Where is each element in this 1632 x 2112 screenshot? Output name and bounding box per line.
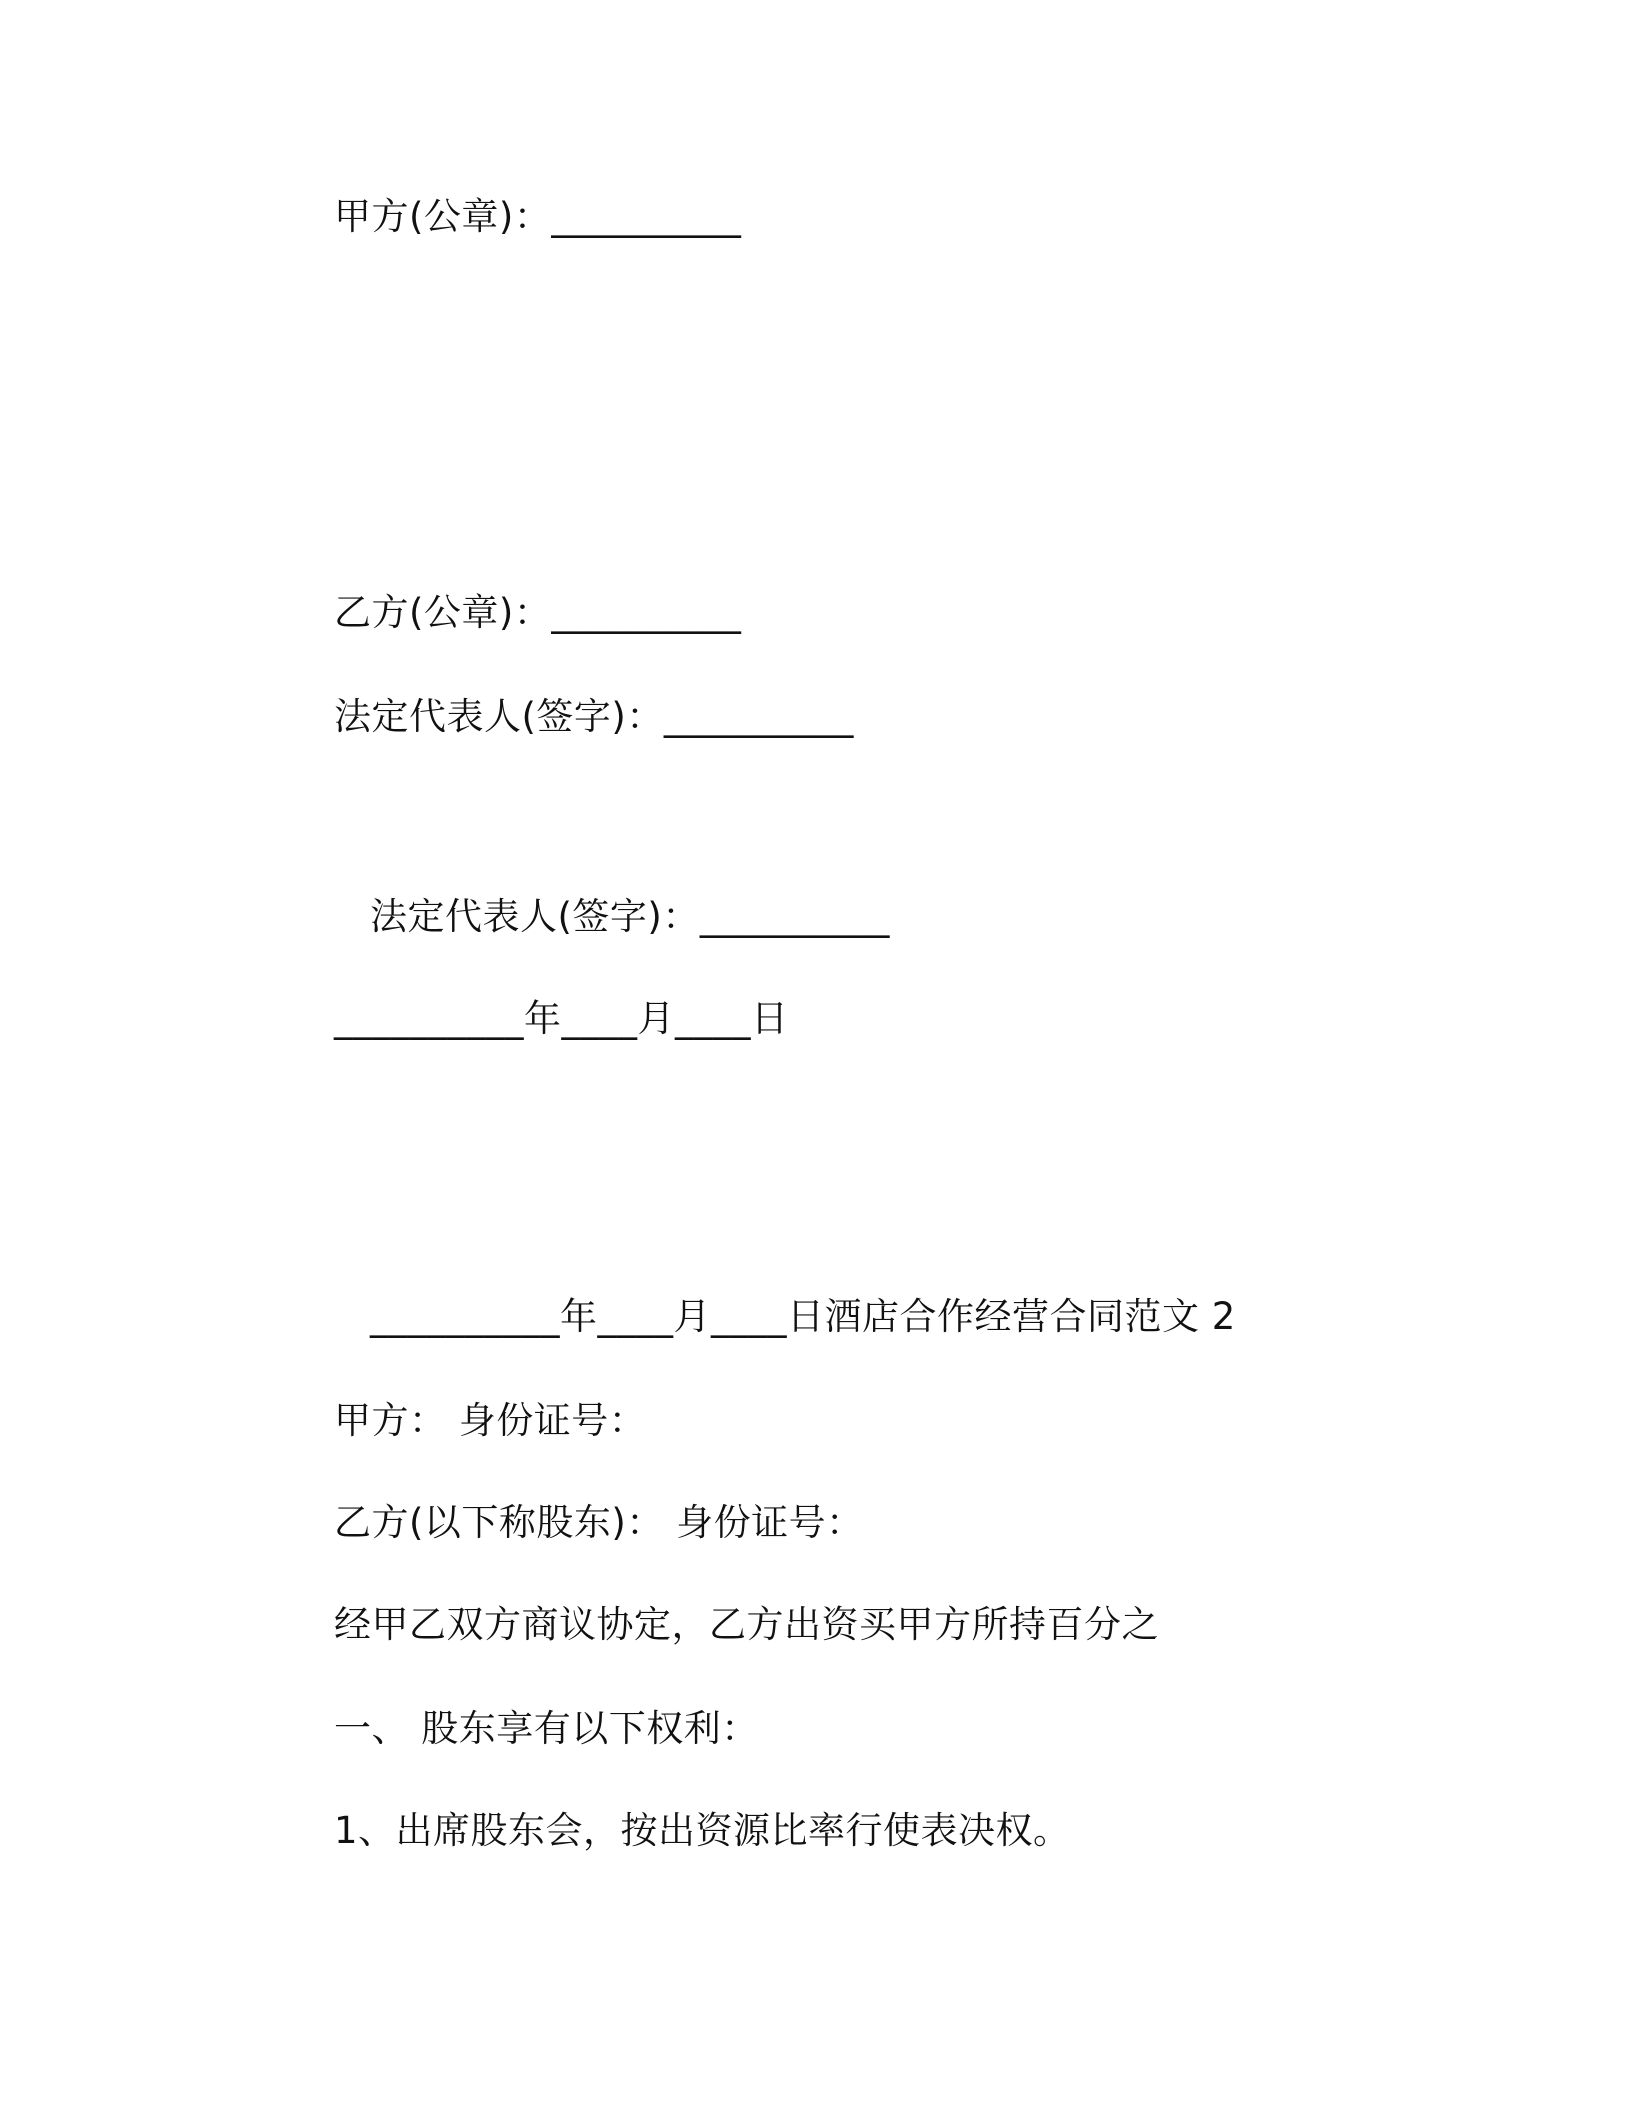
date-line: __________年____月____日: [334, 997, 789, 1040]
party-b-seal-line: 乙方(公章)：__________: [334, 591, 742, 634]
legal-representative-line-2: 法定代表人(签字)：__________: [370, 895, 890, 938]
section-1-heading: 一、 股东享有以下权利：: [334, 1707, 759, 1750]
legal-representative-line-1: 法定代表人(签字)：__________: [334, 695, 854, 738]
contract-title-line: __________年____月____日酒店合作经营合同范文 2: [370, 1295, 1236, 1338]
party-a-seal-line: 甲方(公章)：__________: [334, 195, 742, 238]
section-1-item-1: 1、出席股东会，按出资源比率行使表决权。: [334, 1809, 1071, 1852]
agreement-intro: 经甲乙双方商议协定，乙方出资买甲方所持百分之: [334, 1603, 1159, 1646]
party-b-id-line: 乙方(以下称股东)： 身份证号：: [334, 1501, 864, 1544]
party-a-id-line: 甲方： 身份证号：: [334, 1399, 647, 1442]
